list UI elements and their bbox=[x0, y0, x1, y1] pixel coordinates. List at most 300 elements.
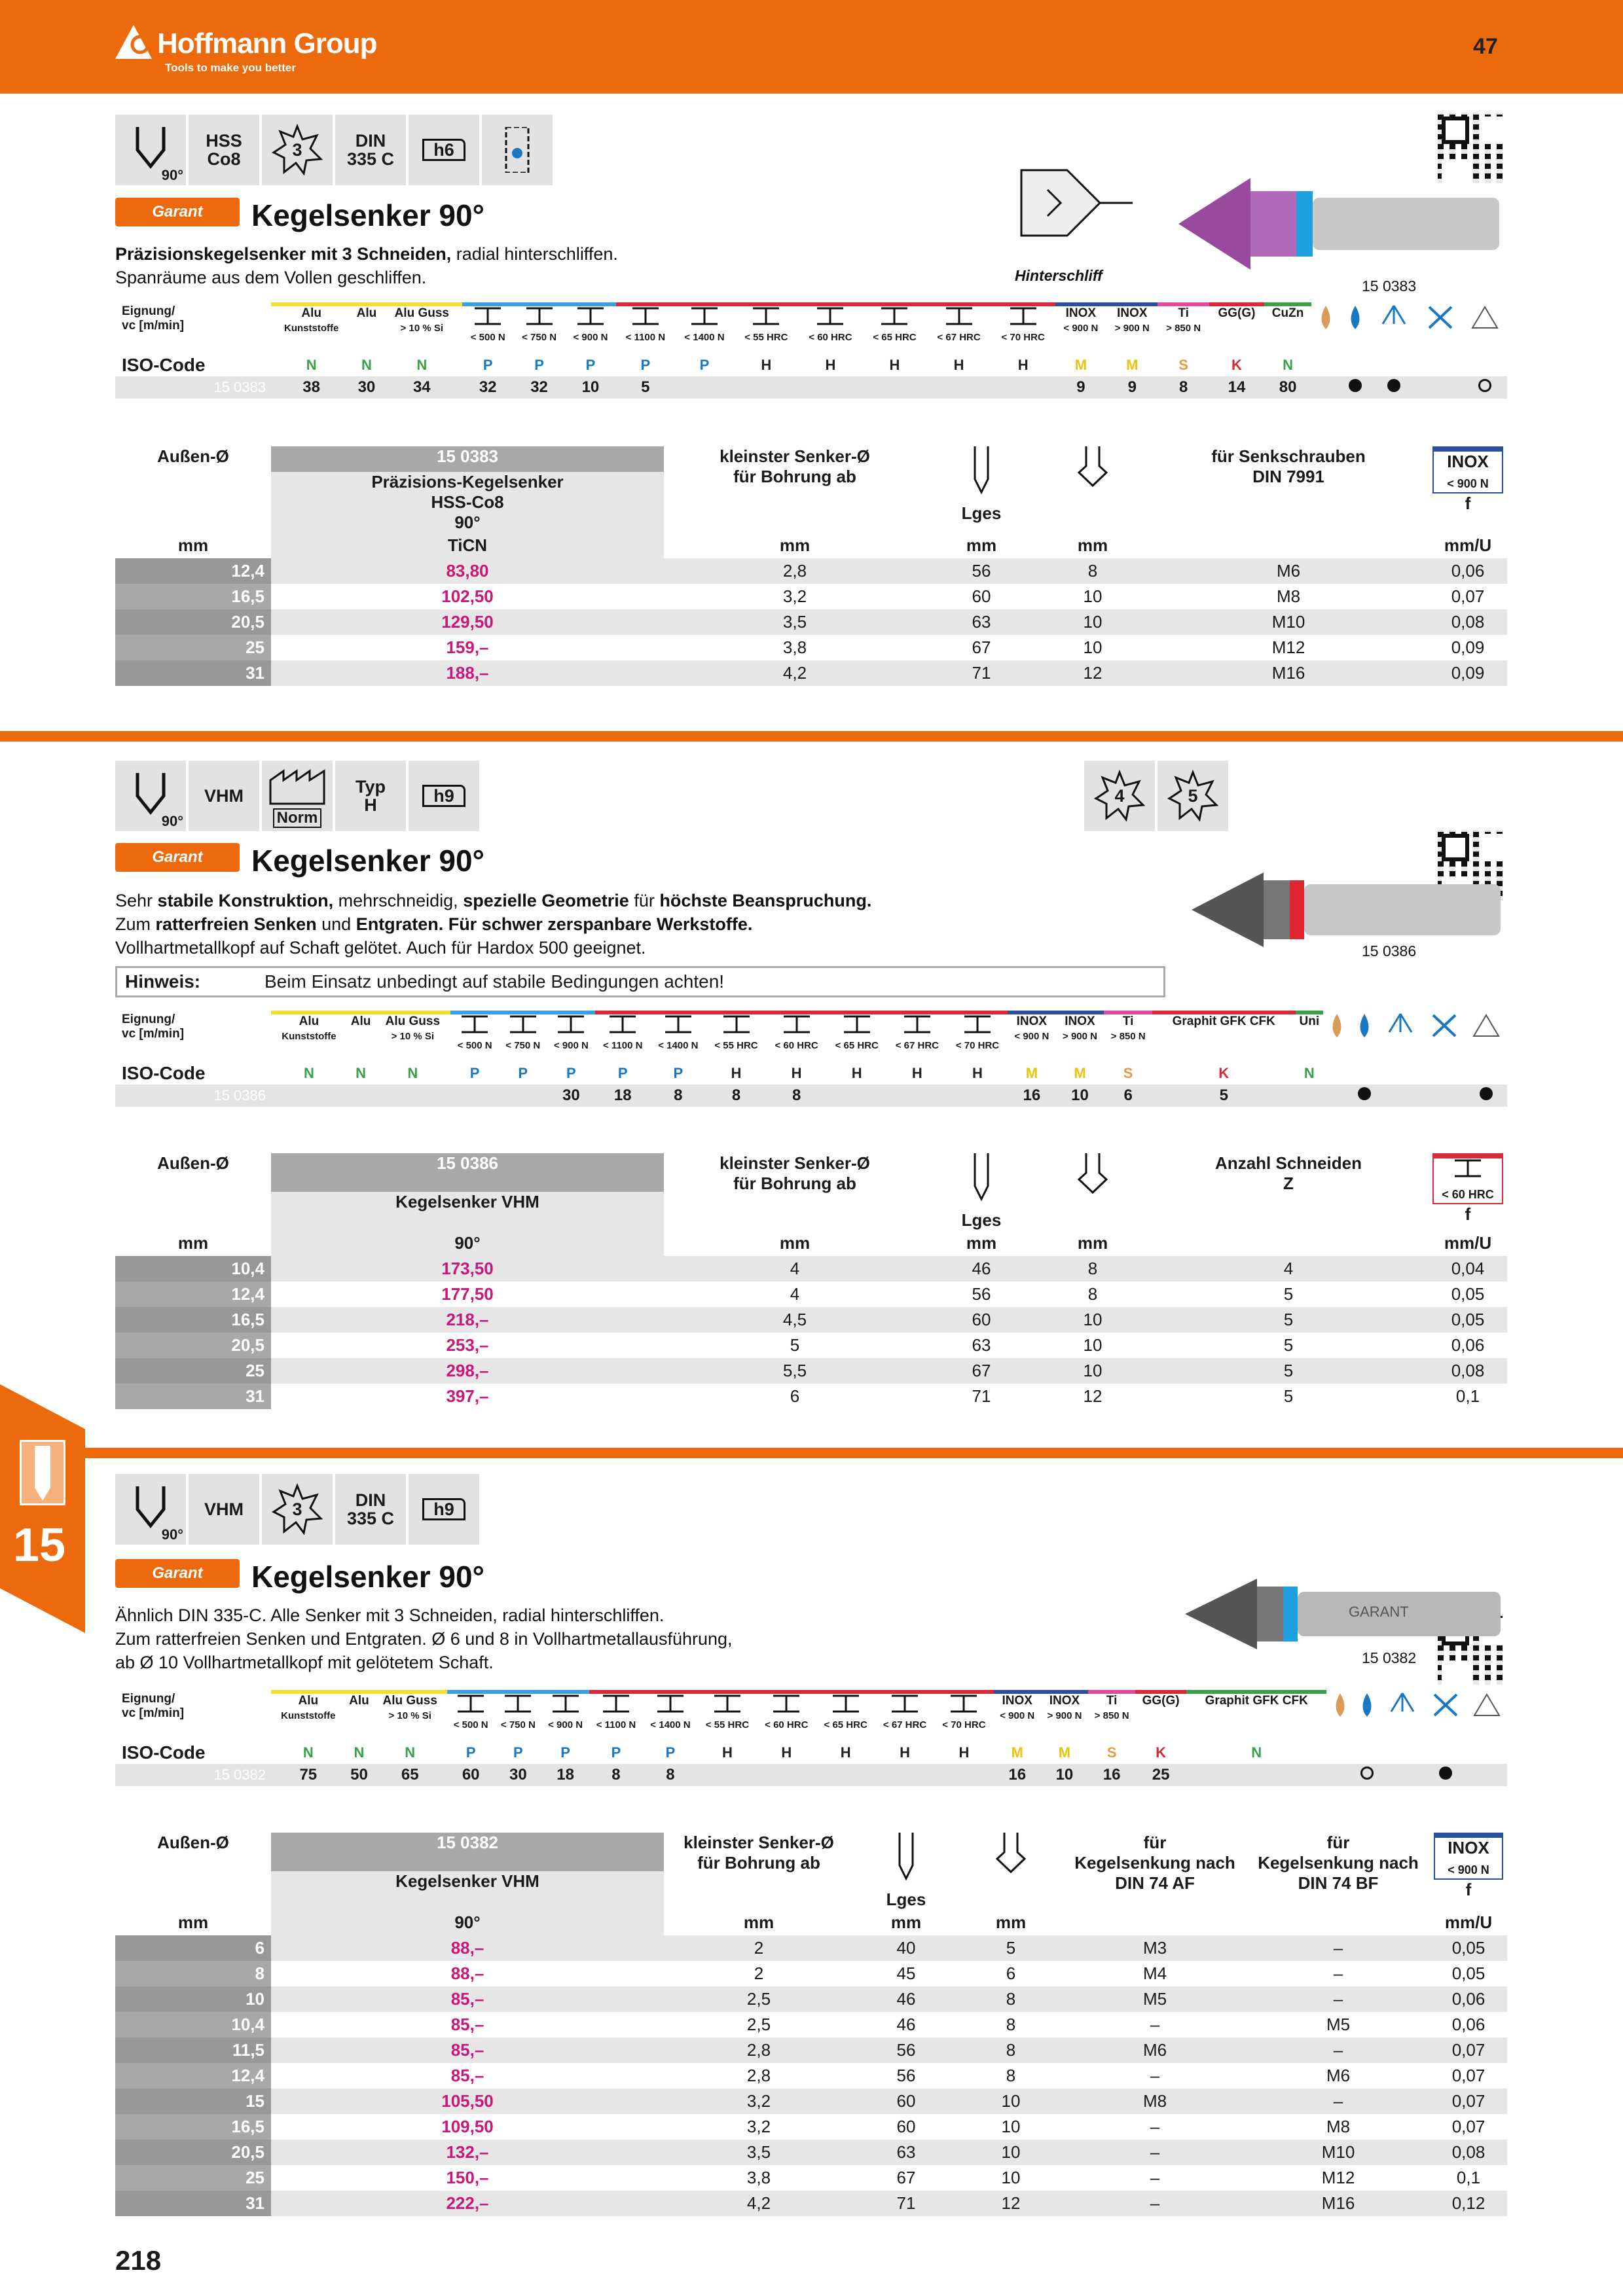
hint-text: Beim Einsatz unbedingt auf stabile Bedingungen achten! bbox=[264, 971, 725, 992]
article-number-label: 15 0383 bbox=[1362, 278, 1417, 295]
vc-article: 15 0386 bbox=[115, 1085, 271, 1107]
steel-beam-icon bbox=[556, 1014, 585, 1034]
vc-value bbox=[798, 376, 862, 399]
oil-drop-icon bbox=[1323, 1013, 1351, 1062]
vc-value bbox=[757, 1764, 816, 1786]
material-column-header: < 1100 N bbox=[616, 304, 674, 354]
four-flutes-icon: 4 bbox=[1084, 761, 1155, 831]
drill-icon bbox=[20, 1440, 65, 1505]
din-standard-icon: DIN 335 C bbox=[335, 115, 406, 185]
vc-value: 8 bbox=[706, 1085, 766, 1107]
vc-value: 5 bbox=[616, 376, 674, 399]
dry-icon bbox=[1423, 1013, 1465, 1062]
steel-beam-icon bbox=[602, 1694, 630, 1713]
iso-code: N bbox=[1283, 357, 1294, 373]
steel-beam-icon bbox=[608, 1014, 637, 1034]
material-column-header: Graphit GFK CFK bbox=[1152, 1013, 1296, 1062]
material-column-header: Uni bbox=[1296, 1013, 1324, 1062]
oil-drop-icon bbox=[1311, 304, 1340, 354]
vc-value: 10 bbox=[1056, 1085, 1104, 1107]
emulsion-drop-icon bbox=[1353, 1692, 1380, 1742]
material-hss-icon: HSS Co8 bbox=[189, 115, 259, 185]
material-column-header: < 67 HRC bbox=[875, 1692, 934, 1742]
table-row: 31 222,– 4,2 71 12 – M16 0,12 bbox=[115, 2191, 1507, 2216]
garant-logo: Garant bbox=[115, 843, 240, 872]
table-row: 31 397,– 6 71 12 5 0,1 bbox=[115, 1384, 1507, 1409]
flute-count-icons bbox=[1084, 761, 1228, 831]
table-row: 15 105,50 3,2 60 10 M8 – 0,07 bbox=[115, 2089, 1507, 2114]
material-column-header: INOX > 900 N bbox=[1056, 1013, 1104, 1062]
iso-code: S bbox=[1123, 1065, 1133, 1081]
angle: 90° bbox=[271, 1230, 664, 1256]
iso-code: P bbox=[518, 1065, 528, 1081]
min-bore-header: kleinster Senker-Ø für Bohrung ab bbox=[684, 1833, 834, 1873]
iso-code: P bbox=[534, 357, 544, 373]
iso-code: H bbox=[889, 357, 900, 373]
steel-beam-icon bbox=[551, 1694, 580, 1713]
iso-code: N bbox=[302, 1744, 314, 1761]
cooling-mark bbox=[1423, 1085, 1465, 1107]
vc-value bbox=[991, 376, 1055, 399]
vc-value: 10 bbox=[565, 376, 616, 399]
iso-code: P bbox=[611, 1744, 621, 1761]
product-description: Ähnlich DIN 335-C. Alle Senker mit 3 Schneiden, radial hinterschliffen. Zum ratterfreien Senken und Entgraten. Ø 6 und 8 in Vollhartmetallausführung, ab Ø 10 Vollhartmetallkopf mit gelötetem Schaft. bbox=[115, 1605, 733, 1672]
iso-code: M bbox=[1011, 1744, 1023, 1761]
material-column-header: < 70 HRC bbox=[991, 304, 1055, 354]
steel-beam-icon bbox=[664, 1014, 693, 1034]
material-column-header: INOX > 900 N bbox=[1106, 304, 1158, 354]
iso-code: N bbox=[407, 1065, 418, 1081]
hrc-feed-header: < 60 HRC f bbox=[1429, 1153, 1507, 1230]
steel-beam-icon bbox=[903, 1014, 932, 1034]
material-column-header: < 500 N bbox=[447, 1692, 494, 1742]
iso-code: H bbox=[851, 1065, 862, 1081]
emulsion-drop-icon bbox=[1351, 1013, 1378, 1062]
countersink-angle-icon: 90° bbox=[115, 761, 186, 831]
iso-code: P bbox=[673, 1065, 684, 1081]
material-column-header: < 750 N bbox=[513, 304, 564, 354]
total-length-icon: Lges bbox=[926, 1153, 1037, 1230]
flutes-icon: 3 bbox=[262, 1474, 333, 1545]
material-column-header: INOX > 900 N bbox=[1041, 1692, 1088, 1742]
min-bore-header: kleinster Senker-Ø für Bohrung ab bbox=[720, 446, 870, 486]
steel-beam-icon bbox=[460, 1014, 489, 1034]
material-column-header: < 67 HRC bbox=[887, 1013, 947, 1062]
din74bf-header: für Kegelsenkung nach DIN 74 BF bbox=[1258, 1833, 1419, 1893]
flutes-header: Anzahl Schneiden Z bbox=[1215, 1153, 1362, 1193]
vc-value bbox=[374, 1085, 450, 1107]
iso-code: H bbox=[1017, 357, 1029, 373]
page-number: 47 bbox=[1473, 34, 1498, 59]
footer-page-number: 218 bbox=[115, 2245, 162, 2276]
countersink-angle-icon: 90° bbox=[115, 115, 186, 185]
material-column-header: INOX < 900 N bbox=[994, 1692, 1041, 1742]
steel-beam-icon bbox=[576, 306, 605, 326]
material-column-header: Alu bbox=[346, 1692, 373, 1742]
material-column-header: < 1100 N bbox=[589, 1692, 643, 1742]
oil-drop-icon bbox=[1326, 1692, 1353, 1742]
vc-value: 8 bbox=[589, 1764, 643, 1786]
cooling-mark bbox=[1311, 376, 1340, 399]
inox-feed-header: INOX < 900 N f bbox=[1429, 446, 1507, 533]
table-row: 6 88,– 2 40 5 M3 – 0,05 bbox=[115, 1935, 1507, 1961]
material-suitability-table bbox=[115, 1011, 1507, 1107]
vc-value: 30 bbox=[494, 1764, 541, 1786]
shank-icon bbox=[1037, 446, 1148, 533]
vc-value bbox=[734, 376, 798, 399]
shank-icon bbox=[1037, 1153, 1148, 1230]
steel-beam-icon bbox=[843, 1014, 871, 1034]
material-column-header: < 70 HRC bbox=[947, 1013, 1008, 1062]
iso-code: N bbox=[1304, 1065, 1315, 1081]
table-row: 25 150,– 3,8 67 10 – M12 0,1 bbox=[115, 2165, 1507, 2191]
vc-value: 8 bbox=[767, 1085, 827, 1107]
material-column-header: < 65 HRC bbox=[816, 1692, 875, 1742]
iso-code: H bbox=[781, 1744, 792, 1761]
material-column-header: < 1400 N bbox=[650, 1013, 706, 1062]
material-column-header: < 750 N bbox=[494, 1692, 541, 1742]
vc-article: 15 0382 bbox=[115, 1764, 271, 1786]
table-row: 10,4 85,– 2,5 46 8 – M5 0,06 bbox=[115, 2012, 1507, 2037]
hint-label: Hinweis: bbox=[125, 971, 201, 992]
vc-value bbox=[675, 376, 735, 399]
air-icon bbox=[1466, 1692, 1507, 1742]
table-row: 12,4 85,– 2,8 56 8 – M6 0,07 bbox=[115, 2063, 1507, 2089]
vc-value bbox=[947, 1085, 1008, 1107]
product-table: Außen-Ø 15 0382 kleinster Senker-Ø für Bohrung ab Lges für Kegelsenkung nach DIN 74 AF für Kegelsenkung nach DIN 74 BF INOX < 900 N f Kegelsenker VHM mm 90° mm mm mm mm/U 6 88,– 2 40 5 M3 – 0,05 8 88,– 2 45 6 M4 – 0,05 10 85,– 2,5 46 8 M5 – 0,06 10,4 85,– 2,5 46 8 – M5 0,06 11,5 85,– 2,8 56 8 M6 – 0,07 12,4 85,– 2,8 56 8 – M6 0,07 15 105,50 3,2 60 10 M8 – 0,07 16,5 109,50 3,2 60 10 – M8 0,07 20,5 132,– 3,5 63 10 – M10 0,08 25 150,– 3,8 67 10 – M12 0,1 31 222,– 4,2 71 12 – M16 0,12 bbox=[115, 1833, 1507, 2216]
vc-label: vc [m/min] bbox=[122, 1027, 185, 1041]
material-column-header: Graphit GFK CFK bbox=[1186, 1692, 1326, 1742]
material-column-header: Alu Guss > 10 % Si bbox=[382, 304, 462, 354]
article-number-label: 15 0386 bbox=[1362, 942, 1417, 960]
iso-code: P bbox=[465, 1744, 476, 1761]
vc-value bbox=[887, 1085, 947, 1107]
material-column-header: < 900 N bbox=[565, 304, 616, 354]
vc-value: 30 bbox=[547, 1085, 596, 1107]
coating: TiCN bbox=[271, 533, 664, 558]
material-column-header: Ti > 850 N bbox=[1104, 1013, 1152, 1062]
mql-icon bbox=[1380, 1692, 1425, 1742]
steel-beam-icon bbox=[752, 306, 780, 326]
flutes-icon: 3 bbox=[262, 115, 333, 185]
iso-code: M bbox=[1126, 357, 1139, 373]
table-row: 16,5 102,50 3,2 60 10 M8 0,07 bbox=[115, 584, 1507, 609]
material-column-header: INOX < 900 N bbox=[1055, 304, 1106, 354]
iso-code: M bbox=[1025, 1065, 1038, 1081]
brand-tagline: Tools to make you better bbox=[165, 62, 296, 74]
iso-code: N bbox=[416, 357, 428, 373]
table-row: 12,4 177,50 4 56 8 5 0,05 bbox=[115, 1282, 1507, 1307]
iso-code: P bbox=[699, 357, 710, 373]
suitability-label: Eignung/ bbox=[122, 1013, 175, 1026]
iso-code: P bbox=[665, 1744, 676, 1761]
steel-beam-icon bbox=[782, 1014, 811, 1034]
table-row: 16,5 218,– 4,5 60 10 5 0,05 bbox=[115, 1307, 1507, 1333]
steel-beam-icon bbox=[1009, 306, 1038, 326]
iso-code: M bbox=[1058, 1744, 1071, 1761]
tool-brand-mark: GARANT bbox=[1349, 1604, 1409, 1620]
material-suitability-table bbox=[115, 1690, 1507, 1786]
iso-label: ISO-Code bbox=[122, 355, 206, 375]
garant-logo: Garant bbox=[115, 1559, 240, 1588]
brand-name: Hoffmann Group bbox=[157, 27, 377, 60]
vc-value: 80 bbox=[1264, 376, 1311, 399]
cooling-mark bbox=[1326, 1764, 1353, 1786]
vc-value bbox=[698, 1764, 757, 1786]
material-column-header: < 900 N bbox=[542, 1692, 589, 1742]
iso-code: H bbox=[900, 1744, 910, 1761]
suitability-label: Eignung/ bbox=[122, 304, 175, 318]
cooling-mark bbox=[1418, 376, 1463, 399]
vc-value: 60 bbox=[447, 1764, 494, 1786]
material-column-header: < 1400 N bbox=[643, 1692, 698, 1742]
five-flutes-icon: 5 bbox=[1158, 761, 1228, 831]
table-row: 20,5 132,– 3,5 63 10 – M10 0,08 bbox=[115, 2140, 1507, 2165]
article-header: 15 0386 bbox=[271, 1153, 664, 1192]
material-column-header: GG(G) bbox=[1209, 304, 1264, 354]
iso-code: H bbox=[840, 1744, 851, 1761]
vc-value: 10 bbox=[1041, 1764, 1088, 1786]
cooling-mark bbox=[1425, 1764, 1466, 1786]
iso-code: H bbox=[972, 1065, 983, 1081]
vc-value: 38 bbox=[271, 376, 352, 399]
inox-feed-header: INOX < 900 N f bbox=[1430, 1833, 1507, 1910]
iso-code: P bbox=[640, 357, 651, 373]
table-row: 25 159,– 3,8 67 10 M12 0,09 bbox=[115, 635, 1507, 660]
steel-beam-icon bbox=[949, 1694, 978, 1713]
vc-value: 16 bbox=[994, 1764, 1041, 1786]
chapter-tab[interactable] bbox=[0, 1384, 85, 1633]
cooling-mark bbox=[1353, 1764, 1380, 1786]
vc-value bbox=[347, 1085, 375, 1107]
vc-value: 14 bbox=[1209, 376, 1264, 399]
iso-code: P bbox=[585, 357, 596, 373]
cooling-mark bbox=[1463, 376, 1507, 399]
material-column-header: Alu bbox=[352, 304, 381, 354]
din74af-header: für Kegelsenkung nach DIN 74 AF bbox=[1074, 1833, 1235, 1893]
vc-value bbox=[816, 1764, 875, 1786]
din-standard-icon: DIN 335 C bbox=[335, 1474, 406, 1545]
iso-code: P bbox=[469, 1065, 480, 1081]
iso-code: K bbox=[1231, 357, 1242, 373]
total-length-icon: Lges bbox=[854, 1833, 958, 1910]
iso-code: H bbox=[761, 357, 772, 373]
vc-value bbox=[450, 1085, 499, 1107]
dry-icon bbox=[1425, 1692, 1466, 1742]
steel-beam-icon bbox=[945, 306, 974, 326]
vc-value: 16 bbox=[1008, 1085, 1056, 1107]
material-column-header: Alu bbox=[347, 1013, 375, 1062]
iso-code: N bbox=[405, 1744, 416, 1761]
material-column-header: < 60 HRC bbox=[767, 1013, 827, 1062]
vc-label: vc [m/min] bbox=[122, 1706, 185, 1720]
article-header: 15 0383 bbox=[271, 446, 664, 472]
material-column-header: Alu Kunststoffe bbox=[271, 304, 352, 354]
iso-code: H bbox=[958, 1744, 970, 1761]
cooling-mark bbox=[1340, 376, 1369, 399]
outer-diameter-header: Außen-Ø bbox=[157, 1833, 229, 1852]
material-vhm-icon: VHM bbox=[189, 761, 259, 831]
mql-icon bbox=[1370, 304, 1418, 354]
material-column-header: < 1100 N bbox=[595, 1013, 650, 1062]
material-vhm-icon: VHM bbox=[189, 1474, 259, 1545]
article-header: 15 0382 bbox=[271, 1833, 664, 1871]
table-row: 31 188,– 4,2 71 12 M16 0,09 bbox=[115, 660, 1507, 686]
section-divider bbox=[0, 1448, 1623, 1458]
material-column-header: < 65 HRC bbox=[862, 304, 926, 354]
section-divider bbox=[0, 731, 1623, 742]
tool-image bbox=[1192, 867, 1506, 956]
iso-code: H bbox=[825, 357, 836, 373]
iso-code: N bbox=[303, 1065, 314, 1081]
vc-value: 9 bbox=[1055, 376, 1106, 399]
table-row: 10,4 173,50 4 46 8 4 0,04 bbox=[115, 1256, 1507, 1282]
material-column-header: Alu Kunststoffe bbox=[271, 1692, 346, 1742]
emulsion-drop-icon bbox=[1340, 304, 1369, 354]
steel-beam-icon bbox=[690, 306, 719, 326]
vc-value: 25 bbox=[1135, 1764, 1186, 1786]
material-column-header: < 60 HRC bbox=[757, 1692, 816, 1742]
iso-code: P bbox=[483, 357, 493, 373]
outer-diameter-header: Außen-Ø bbox=[157, 446, 229, 466]
iso-code: N bbox=[361, 357, 372, 373]
table-row: 12,4 83,80 2,8 56 8 M6 0,06 bbox=[115, 558, 1507, 584]
product-description: Präzisionskegelsenker mit 3 Schneiden, radial hinterschliffen. Spanräume aus dem Vollen geschliffen. bbox=[115, 244, 618, 287]
steel-beam-icon bbox=[503, 1694, 532, 1713]
steel-beam-icon bbox=[656, 1694, 685, 1713]
vc-value: 65 bbox=[373, 1764, 447, 1786]
iso-code: P bbox=[617, 1065, 628, 1081]
vc-value bbox=[1186, 1764, 1326, 1786]
screw-header: für Senkschrauben DIN 7991 bbox=[1211, 446, 1366, 486]
cooling-mark bbox=[1380, 1764, 1425, 1786]
steel-beam-icon bbox=[890, 1694, 919, 1713]
cooling-mark bbox=[1370, 376, 1418, 399]
vc-value: 16 bbox=[1088, 1764, 1135, 1786]
steel-beam-icon bbox=[525, 306, 554, 326]
vc-value: 8 bbox=[643, 1764, 698, 1786]
steel-beam-icon bbox=[1453, 1158, 1482, 1178]
material-column-header: Alu Kunststoffe bbox=[271, 1013, 347, 1062]
iso-code: P bbox=[560, 1744, 570, 1761]
tolerance-icon: h9 bbox=[409, 1474, 479, 1545]
table-row: 8 88,– 2 45 6 M4 – 0,05 bbox=[115, 1961, 1507, 1986]
outer-diameter-header: Außen-Ø bbox=[157, 1153, 229, 1173]
suitability-label: Eignung/ bbox=[122, 1692, 175, 1706]
product-table: Außen-Ø 15 0386 kleinster Senker-Ø für Bohrung ab Lges Anzahl Schneiden Z < 60 HRC f Kegelsenker VHM mm 90° mm mm mm mm/U 10,4 173,50 4 46 8 4 0,04 12,4 177,50 4 56 8 5 0,05 16,5 218,– 4,5 60 10 5 0,05 20,5 253,– 5 63 10 5 0,06 25 298,– 5,5 67 10 5 0,08 31 397,– 6 71 12 5 0,1 bbox=[115, 1153, 1507, 1409]
cooling-mark bbox=[1466, 1764, 1507, 1786]
vc-value bbox=[499, 1085, 547, 1107]
steel-beam-icon bbox=[722, 1014, 751, 1034]
article-number-label: 15 0382 bbox=[1362, 1649, 1417, 1666]
chapter-number: 15 bbox=[13, 1519, 66, 1571]
cooling-mark bbox=[1377, 1085, 1423, 1107]
vc-value bbox=[862, 376, 926, 399]
steel-beam-icon bbox=[831, 1694, 860, 1713]
article-name: Kegelsenker VHM bbox=[271, 1871, 664, 1910]
table-row: 25 298,– 5,5 67 10 5 0,08 bbox=[115, 1358, 1507, 1384]
cross-section-drawing bbox=[1008, 157, 1139, 272]
material-column-header: GG(G) bbox=[1135, 1692, 1186, 1742]
material-column-header: Alu Guss > 10 % Si bbox=[374, 1013, 450, 1062]
vc-value bbox=[827, 1085, 887, 1107]
material-column-header: < 55 HRC bbox=[698, 1692, 757, 1742]
material-column-header: < 65 HRC bbox=[827, 1013, 887, 1062]
language-code: DEE bbox=[1566, 35, 1579, 60]
steel-beam-icon bbox=[816, 306, 845, 326]
vc-value bbox=[934, 1764, 993, 1786]
article-name: Kegelsenker VHM bbox=[271, 1192, 664, 1230]
hint-box bbox=[115, 966, 1165, 997]
table-row: 16,5 109,50 3,2 60 10 – M8 0,07 bbox=[115, 2114, 1507, 2140]
table-row: 11,5 85,– 2,8 56 8 M6 – 0,07 bbox=[115, 2037, 1507, 2063]
iso-code: M bbox=[1074, 1065, 1086, 1081]
air-icon bbox=[1465, 1013, 1507, 1062]
norm-icon: Norm bbox=[262, 761, 333, 831]
iso-code: P bbox=[513, 1744, 523, 1761]
iso-code: H bbox=[721, 1744, 733, 1761]
steel-beam-icon bbox=[509, 1014, 538, 1034]
material-column-header: Alu Guss > 10 % Si bbox=[373, 1692, 447, 1742]
countersink-angle-icon: 90° bbox=[115, 1474, 186, 1545]
tool-image bbox=[1178, 171, 1506, 279]
dry-icon bbox=[1418, 304, 1463, 354]
iso-code: H bbox=[953, 357, 964, 373]
icon-row bbox=[115, 115, 553, 185]
vc-value: 18 bbox=[595, 1085, 650, 1107]
cooling-mark bbox=[1465, 1085, 1507, 1107]
iso-label: ISO-Code bbox=[122, 1063, 206, 1083]
total-length-icon: Lges bbox=[926, 446, 1037, 533]
vc-article: 15 0383 bbox=[115, 376, 271, 399]
vc-value: 34 bbox=[382, 376, 462, 399]
vc-value bbox=[271, 1085, 347, 1107]
steel-beam-icon bbox=[456, 1694, 485, 1713]
coolant-icon bbox=[482, 115, 553, 185]
angle: 90° bbox=[271, 1910, 664, 1935]
mql-icon bbox=[1377, 1013, 1423, 1062]
cooling-mark bbox=[1351, 1085, 1378, 1107]
steel-beam-icon bbox=[772, 1694, 801, 1713]
material-column-header: INOX < 900 N bbox=[1008, 1013, 1056, 1062]
iso-code: H bbox=[731, 1065, 742, 1081]
material-column-header: < 70 HRC bbox=[934, 1692, 993, 1742]
vc-value bbox=[875, 1764, 934, 1786]
material-column-header: < 55 HRC bbox=[706, 1013, 766, 1062]
material-column-header: < 750 N bbox=[499, 1013, 547, 1062]
material-column-header: < 1400 N bbox=[675, 304, 735, 354]
iso-code: P bbox=[566, 1065, 576, 1081]
material-column-header: < 60 HRC bbox=[798, 304, 862, 354]
product-title: Kegelsenker 90° bbox=[251, 198, 484, 232]
iso-code: H bbox=[791, 1065, 802, 1081]
type-h-icon: Typ H bbox=[335, 761, 406, 831]
vc-value: 32 bbox=[462, 376, 513, 399]
vc-value bbox=[927, 376, 991, 399]
shank-icon bbox=[958, 1833, 1063, 1910]
table-row: 20,5 253,– 5 63 10 5 0,06 bbox=[115, 1333, 1507, 1358]
vc-value: 9 bbox=[1106, 376, 1158, 399]
tolerance-icon: h6 bbox=[409, 115, 479, 185]
material-suitability-table bbox=[115, 302, 1507, 399]
material-column-header: Ti > 850 N bbox=[1088, 1692, 1135, 1742]
vc-value: 32 bbox=[513, 376, 564, 399]
product-title: Kegelsenker 90° bbox=[251, 1560, 484, 1594]
vc-value: 8 bbox=[650, 1085, 706, 1107]
product-title: Kegelsenker 90° bbox=[251, 844, 484, 878]
tool-image bbox=[1185, 1575, 1506, 1657]
iso-code: N bbox=[354, 1744, 365, 1761]
